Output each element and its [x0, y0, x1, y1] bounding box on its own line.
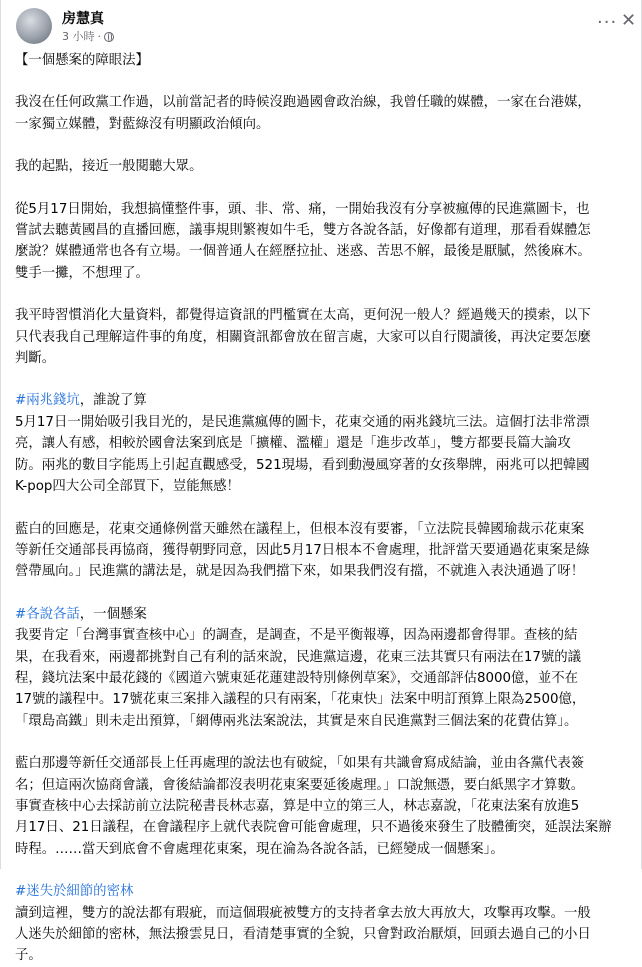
text-line: 名；但這兩次協商會議，會後結論都沒表明花東案要延後處理。」口說無憑，要白紙黑字才算數。 [15, 777, 585, 793]
text-line: 麼說？媒體通常也各有立場。一個普通人在經歷拉扯、迷惑、苦思不解，最後是厭膩，然後麻木。 [15, 244, 591, 260]
text-line: 果，在我看來，兩邊都挑對自己有利的話來說，民進黨這邊，花東三法其實只有兩法在17號的議 [15, 649, 582, 665]
paragraph-gap [15, 732, 629, 753]
text-line: 雙手一攤，不想理了。 [15, 265, 149, 281]
paragraph [15, 305, 629, 369]
text-line: 子。 [15, 948, 42, 964]
more-options-icon[interactable]: ··· [597, 12, 618, 33]
close-icon[interactable]: ✕ [621, 10, 637, 31]
paragraph [15, 753, 629, 860]
text-line: 事實查核中心去採訪前立法院秘書長林志嘉，算是中立的第三人，林志嘉說，「花東法案有放進5 [15, 798, 580, 814]
text-line: 只代表我自己理解這件事的角度，相關資訊都會放在留言處，大家可以自行閱讀後，再決定要怎麼 [15, 329, 591, 345]
text-line: 從5月17日開始，我想搞懂整件事，頭、非、常、痛，一開始我沒有分享被瘋傳的民進黨圖卡，也 [15, 201, 590, 217]
text-line: 我沒在任何政黨工作過，以前當記者的時候沒跑過國會政治線，我曾任職的媒體，一家在台港媒， [15, 95, 591, 111]
text-line: 判斷。 [15, 351, 56, 367]
paragraph-gap [15, 178, 629, 199]
text-line: 「環島高鐵」則未走出預算，「網傳兩兆法案說法，其實是來自民進黨對三個法案的花費估算」。 [15, 713, 578, 729]
text-line: 營帶風向。」民進黨的講法是，就是因為我們擋下來，如果我們沒有擋，不就進入表決通過了呀！ [15, 564, 585, 580]
paragraph-gap [15, 135, 629, 156]
text-line: 月17日、21日議程，在會議程序上就代表院會可能會處理，只不過後來發生了肢體衝突，延誤法案辦 [15, 820, 612, 836]
text-line: 藍白的回應是，花東交通條例當天雖然在議程上，但根本沒有要審，「立法院長韓國瑜裁示花東案 [15, 521, 585, 537]
text-line: ，一個懸案 [79, 606, 147, 622]
text-line: 我的起點，接近一般閱聽大眾。 [15, 159, 203, 175]
text-line: K-pop四大公司全部買下，豈能無感！ [15, 479, 240, 495]
paragraph-gap [15, 71, 629, 92]
text-line: 嘗試去聽黃國昌的直播回應，議事規則繁複如牛毛，雙方各說各話，好像都有道理，那看看媒體怎 [15, 223, 591, 239]
paragraph [15, 390, 629, 497]
paragraph [15, 199, 629, 285]
text-line: 程，錢坑法案中最花錢的《國道六號東延花蓮建設特別條例草案》，交通部評估8000億，並不在 [15, 670, 579, 686]
paragraph [15, 881, 629, 967]
paragraph-gap [15, 498, 629, 519]
post-timestamp[interactable]: 3 小時 [62, 30, 95, 43]
paragraph-gap [15, 860, 629, 881]
author-name[interactable]: 房慧真 [62, 11, 104, 27]
paragraph [15, 519, 629, 583]
paragraph [15, 50, 629, 71]
hashtag-link[interactable]: #迷失於細節的密林 [15, 884, 134, 900]
text-line: 一家獨立媒體，對藍綠沒有明顯政治傾向。 [15, 116, 270, 132]
text-line: 亮，讓人有感，相較於國會法案到底是「擴權、濫權」還是「進步改革」，雙方都要長篇大論攻 [15, 436, 571, 452]
text-line: 藍白那邊等新任交通部長上任再處理的說法也有破綻，「如果有共識會寫成結論，並由各黨代表簽 [15, 756, 585, 772]
text-line: 時程。……當天到底會不會處理花東案，現在淪為各說各話，已經變成一個懸案」。 [15, 841, 504, 857]
paragraph-gap [15, 369, 629, 390]
text-line: 我要肯定「台灣事實查核中心」的調查，是調查，不是平衡報導，因為兩邊都會得罪。查核的結 [15, 628, 578, 644]
post-header [1, 0, 642, 50]
hashtag-link[interactable]: #兩兆錢坑 [15, 393, 80, 409]
post-body [15, 50, 629, 967]
meta-separator: · [97, 30, 101, 43]
paragraph-gap [15, 583, 629, 604]
paragraph [15, 156, 629, 177]
text-line: ，誰說了算 [79, 393, 147, 409]
avatar[interactable] [16, 8, 52, 44]
paragraph [15, 604, 629, 732]
globe-icon[interactable] [104, 32, 114, 42]
text-line: 等新任交通部長再協商，獲得朝野同意，因此5月17日根本不會處理，批評當天要通過花東案是綠 [15, 542, 590, 558]
paragraph [15, 92, 629, 135]
post-meta [62, 28, 114, 44]
text-line: 我平時習慣消化大量資料，都覺得這資訊的門檻實在太高，更何況一般人？經過幾天的摸索，以下 [15, 308, 591, 324]
text-line: 防。兩兆的數目字能馬上引起直觀感受，521現場，看到動漫風穿著的女孩舉牌，兩兆可以把韓國 [15, 457, 590, 473]
paragraph-gap [15, 284, 629, 305]
text-line: 【一個懸案的障眼法】 [15, 53, 149, 68]
text-line: 5月17日一開始吸引我目光的，是民進黨瘋傳的圖卡，花東交通的兩兆錢坑三法。這個打法非常漂 [15, 414, 590, 430]
text-line: 讀到這裡，雙方的說法都有瑕疵，而這個瑕疵被雙方的支持者拿去放大再放大，攻擊再攻擊。一般 [15, 905, 591, 921]
text-line: 人迷失於細節的密林，無法撥雲見日，看清楚事實的全貌，只會對政治厭煩，回頭去過自己的小日 [15, 927, 591, 942]
text-line: 17號的議程中。17號花東三案排入議程的只有兩案，「花東快」法案中明訂預算上限為2500億， [15, 692, 586, 708]
hashtag-link[interactable]: #各說各話 [15, 606, 80, 622]
